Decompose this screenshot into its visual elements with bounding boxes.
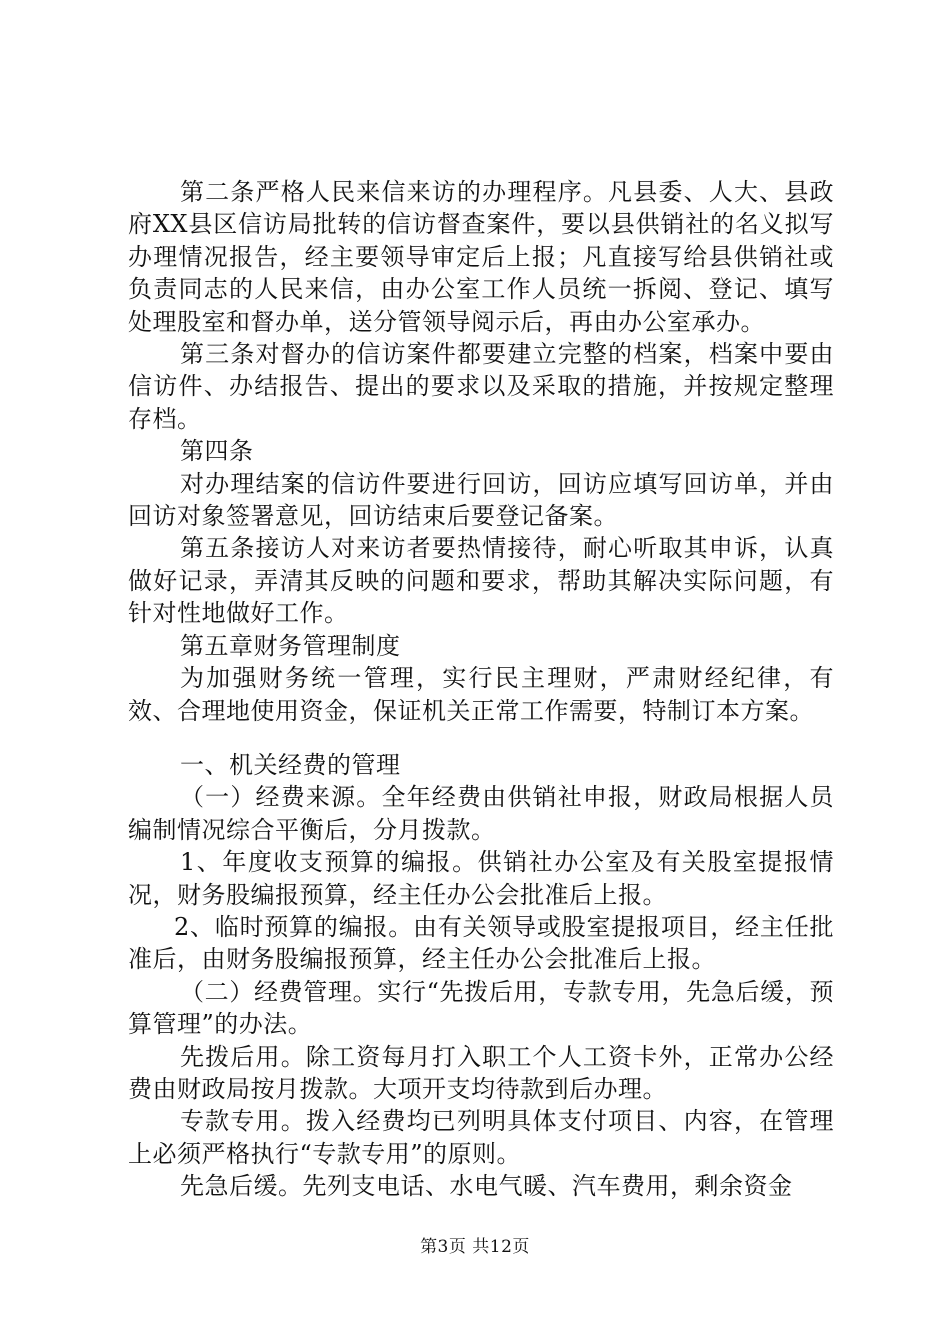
paragraph-article-4-body: 对办理结案的信访件要进行回访，回访应填写回访单，并由回访对象签署意见，回访结束后要登记备案。 — [128, 469, 834, 531]
page-footer — [0, 1236, 950, 1258]
section-1-heading: 一、机关经费的管理 — [180, 750, 401, 779]
paragraph-funding-source: （一）经费来源。全年经费由供销社申报，财政局根据人员编制情况综合平衡后，分月拨款。 — [128, 783, 834, 844]
paragraph-article-3: 第三条对督办的信访案件都要建立完整的档案，档案中要由信访件、办结报告、提出的要求以及采取的措施，并按规定整理存档。 — [128, 340, 834, 433]
paragraph-funding-management: （二）经费管理。实行“先拨后用，专款专用，先急后缓，预算管理”的办法。 — [128, 977, 834, 1039]
paragraph-temporary-budget: 2、临时预算的编报。由有关领导或股室提报项目，经主任批准后，由财务股编报预算，经主任办公会批准后上报。 — [128, 912, 834, 974]
paragraph-article-2: 第二条严格人民来信来访的办理程序。凡县委、人大、县政府XX县区信访局批转的信访督查案件，要以县供销社的名义拟写办理情况报告，经主要领导审定后上报；凡直接写给县供销社或负责同志的人民来信，由办公室工作人员统一拆阅、登记、填写处理股室和督办单，送分管领导阅示后，再由办公室承办。 — [128, 178, 834, 336]
page-number: 第3页 共12页 — [420, 1237, 530, 1257]
chapter-5-heading: 第五章财务管理制度 — [180, 631, 401, 660]
paragraph-article-5: 第五条接访人对来访者要热情接待，耐心听取其申诉，认真做好记录，弄清其反映的问题和要求，帮助其解决实际问题，有针对性地做好工作。 — [128, 534, 834, 628]
paragraph-annual-budget: 1、年度收支预算的编报。供销社办公室及有关股室提报情况，财务股编报预算，经主任办公会批准后上报。 — [128, 848, 834, 909]
paragraph-article-4-heading: 第四条 — [180, 437, 254, 466]
document-body — [128, 176, 834, 1203]
paragraph-allocate-first: 先拨后用。除工资每月打入职工个人工资卡外，正常办公经费由财政局按月拨款。大项开支均待款到后办理。 — [128, 1042, 834, 1103]
paragraph-finance-intro: 为加强财务统一管理，实行民主理财，严肃财经纪律，有效、合理地使用资金，保证机关正常工作需要，特制订本方案。 — [128, 664, 834, 725]
paragraph-earmarked-funds: 专款专用。拨入经费均已列明具体支付项目、内容，在管理上必须严格执行“专款专用”的原则。 — [128, 1107, 834, 1168]
paragraph-urgent-first: 先急后缓。先列支电话、水电气暖、汽车费用，剩余资金 — [180, 1172, 793, 1201]
